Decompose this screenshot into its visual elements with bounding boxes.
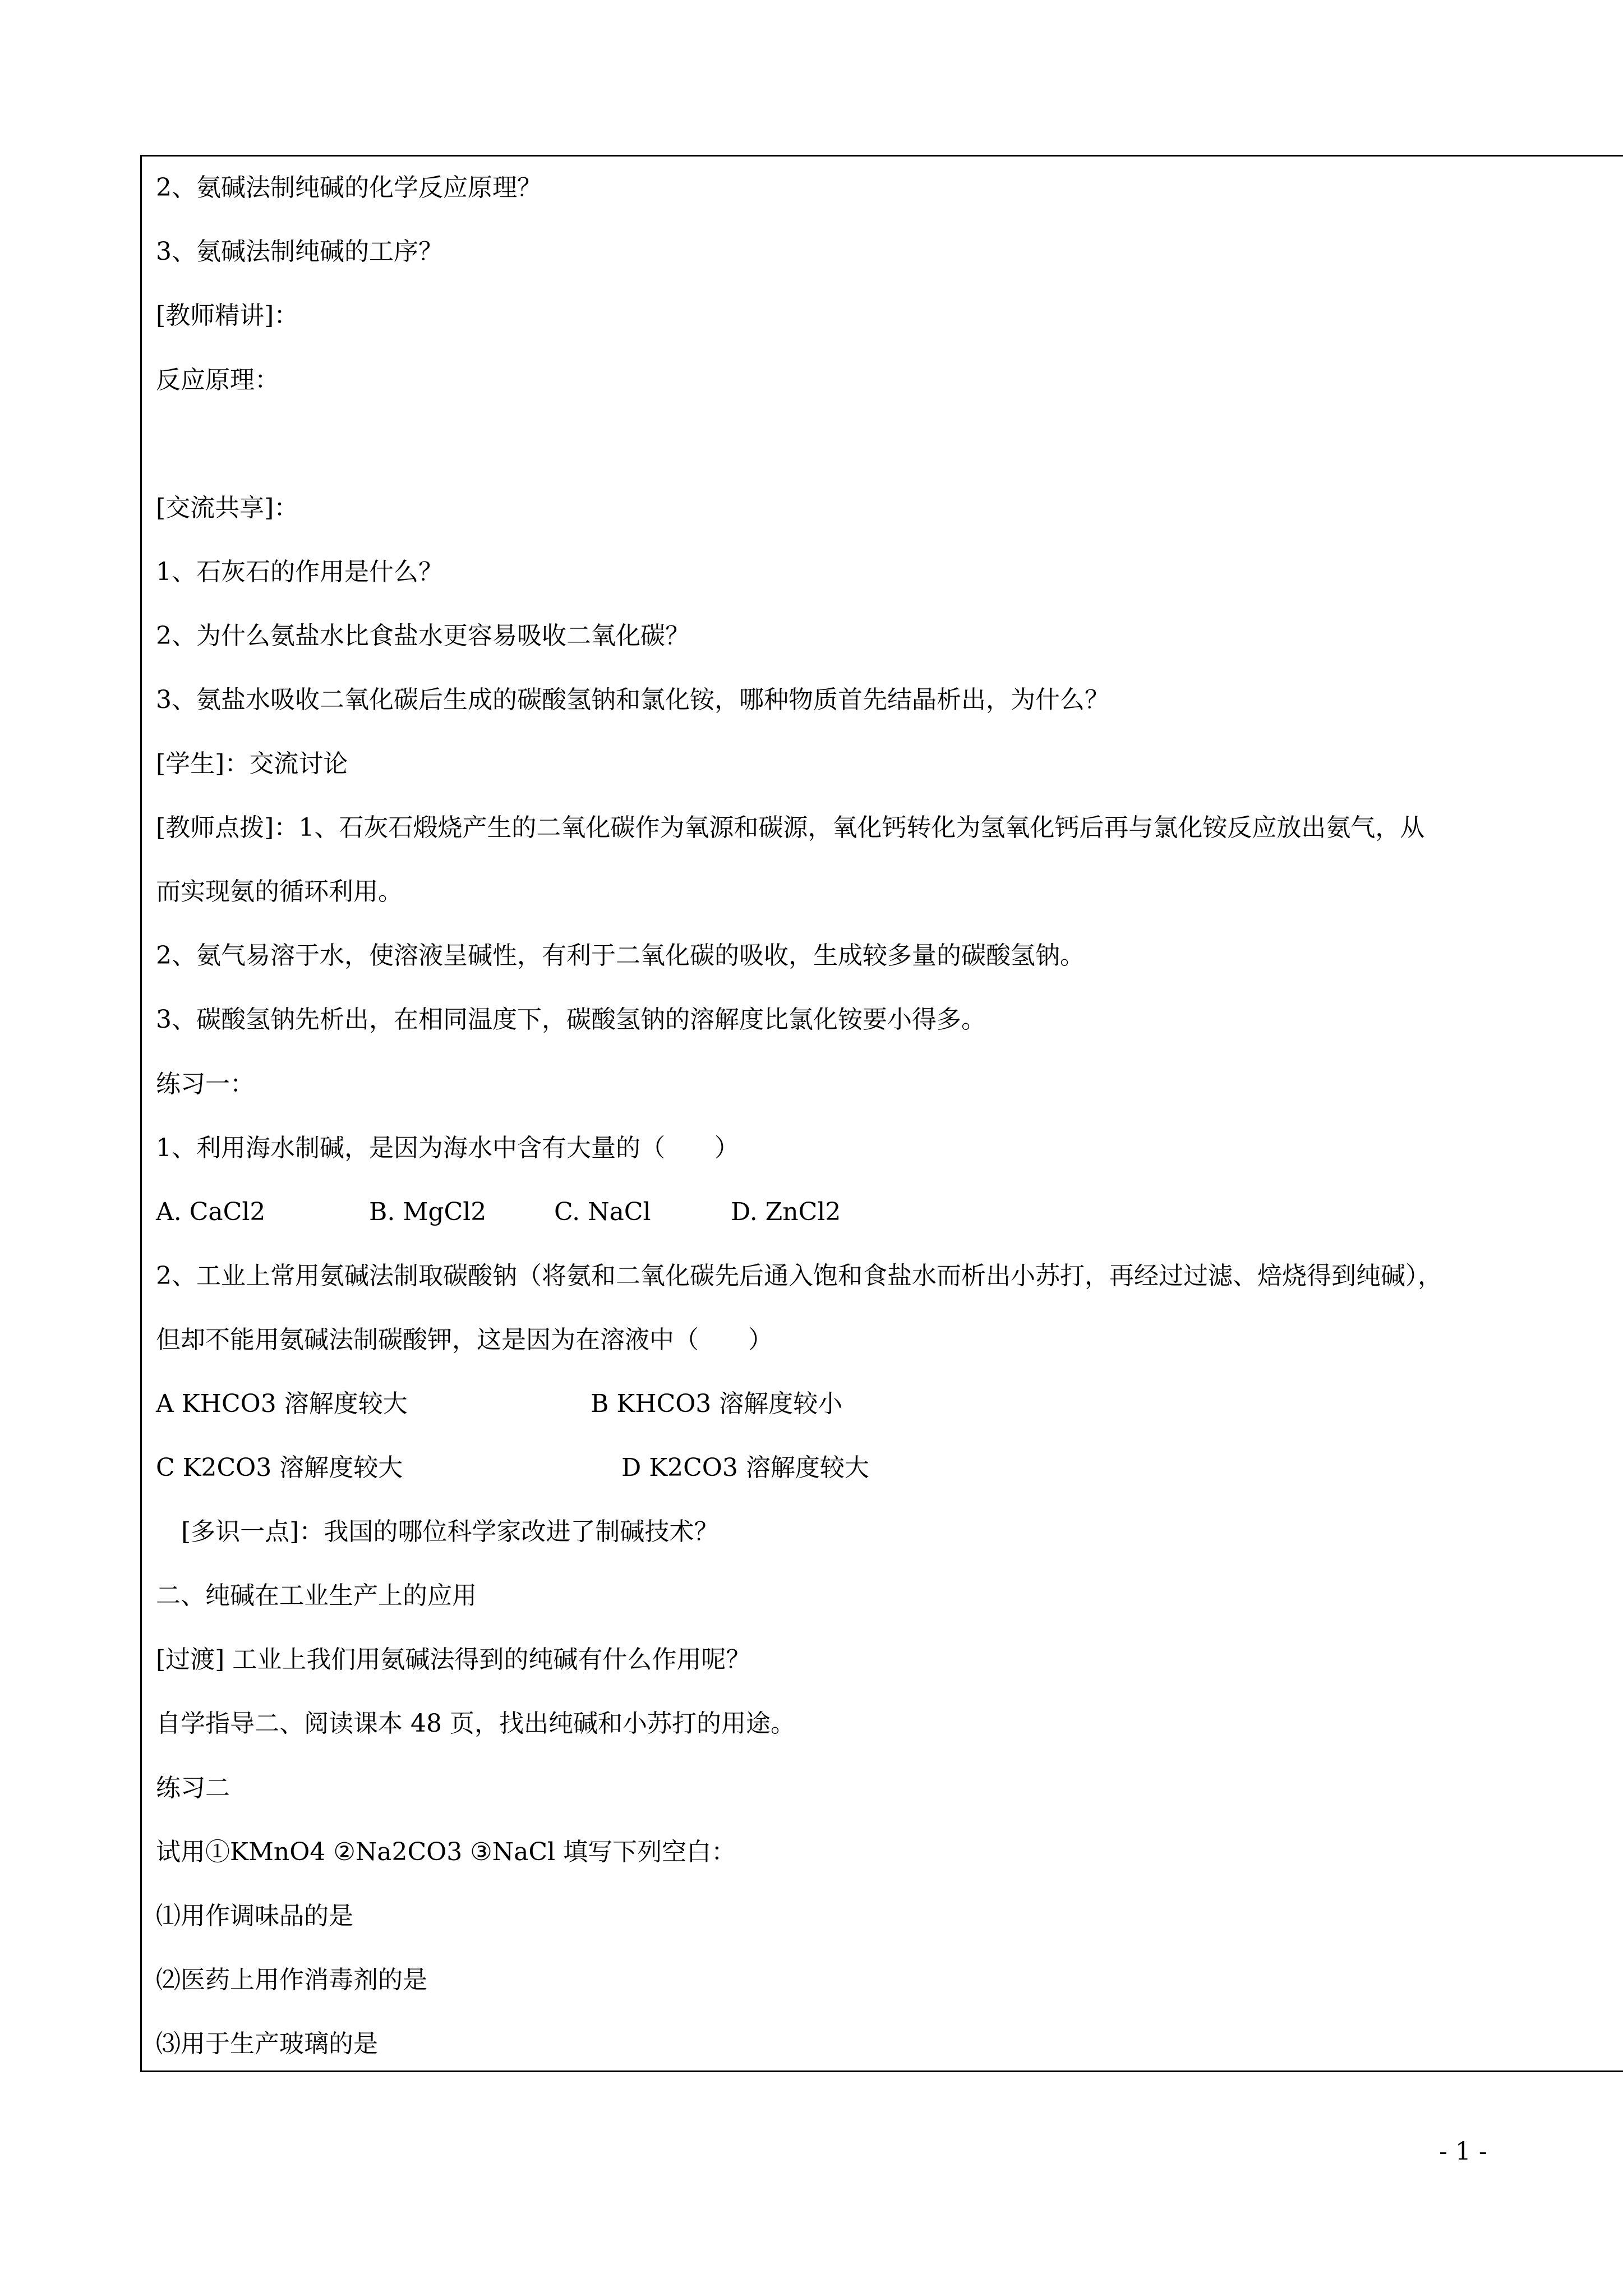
page-number: - 1 - — [1439, 2137, 1487, 2166]
q1-option-d: D. ZnCl2 — [731, 1198, 841, 1226]
q1-option-a: A. CaCl2 — [156, 1198, 266, 1226]
blank-1: ⑴用作调味品的是 — [156, 1902, 353, 1930]
text-line: 3、氨碱法制纯碱的工序？ — [156, 237, 443, 266]
section-label: [学生]：交流讨论 — [156, 749, 348, 778]
text-line: 而实现氨的循环利用。 — [156, 877, 403, 906]
text-line: 3、氨盐水吸收二氧化碳后生成的碳酸氢钠和氯化铵，哪种物质首先结晶析出，为什么？ — [156, 685, 1109, 714]
section-label: 练习一： — [156, 1070, 255, 1098]
text-line: 但却不能用氨碱法制碳酸钾，这是因为在溶液中（ ） — [156, 1326, 773, 1354]
content-frame — [140, 155, 1623, 2072]
section-label: [交流共享]： — [156, 494, 299, 522]
text-line: 2、为什么氨盐水比食盐水更容易吸收二氧化碳？ — [156, 622, 690, 650]
text-line: 反应原理： — [156, 366, 279, 394]
q2-option-d: D K2CO3 溶解度较大 — [621, 1453, 869, 1482]
blank-3: ⑶用于生产玻璃的是 — [156, 2030, 378, 2058]
text-line: 2、氨气易溶于水，使溶液呈碱性，有利于二氧化碳的吸收，生成较多量的碳酸氢钠。 — [156, 941, 1085, 970]
q2-option-a: A KHCO3 溶解度较大 — [156, 1389, 408, 1418]
q2-option-c: C K2CO3 溶解度较大 — [156, 1453, 403, 1482]
text-line: [教师点拨]：1、石灰石煅烧产生的二氧化碳作为氧源和碳源，氧化钙转化为氢氧化钙后再与氯化铵反应放出氨气，从 — [156, 813, 1425, 842]
blank-2: ⑵医药上用作消毒剂的是 — [156, 1966, 427, 1994]
q2-option-b: B KHCO3 溶解度较小 — [591, 1389, 843, 1418]
section-label: [多识一点]：我国的哪位科学家改进了制碱技术？ — [181, 1517, 719, 1546]
section-label: 练习二 — [156, 1774, 230, 1802]
text-line: 3、碳酸氢钠先析出，在相同温度下，碳酸氢钠的溶解度比氯化铵要小得多。 — [156, 1005, 986, 1034]
text-line: 试用①KMnO4 ②Na2CO3 ③NaCl 填写下列空白： — [156, 1838, 736, 1866]
question-2: 2、工业上常用氨碱法制取碳酸钠（将氨和二氧化碳先后通入饱和食盐水而析出小苏打，再经过过滤、焙烧得到纯碱）， — [156, 1262, 1442, 1290]
section-heading: 二、纯碱在工业生产上的应用 — [156, 1581, 477, 1610]
text-line: 1、石灰石的作用是什么？ — [156, 558, 443, 586]
text-line: [过渡] 工业上我们用氨碱法得到的纯碱有什么作用呢？ — [156, 1645, 751, 1674]
text-line: 自学指导二、阅读课本 48 页，找出纯碱和小苏打的用途。 — [156, 1709, 795, 1738]
section-label: [教师精讲]： — [156, 301, 299, 330]
q1-option-c: C. NaCl — [554, 1198, 651, 1226]
text-line: 2、氨碱法制纯碱的化学反应原理？ — [156, 173, 542, 202]
question-1: 1、利用海水制碱，是因为海水中含有大量的（ ） — [156, 1134, 739, 1162]
q1-option-b: B. MgCl2 — [369, 1198, 487, 1226]
